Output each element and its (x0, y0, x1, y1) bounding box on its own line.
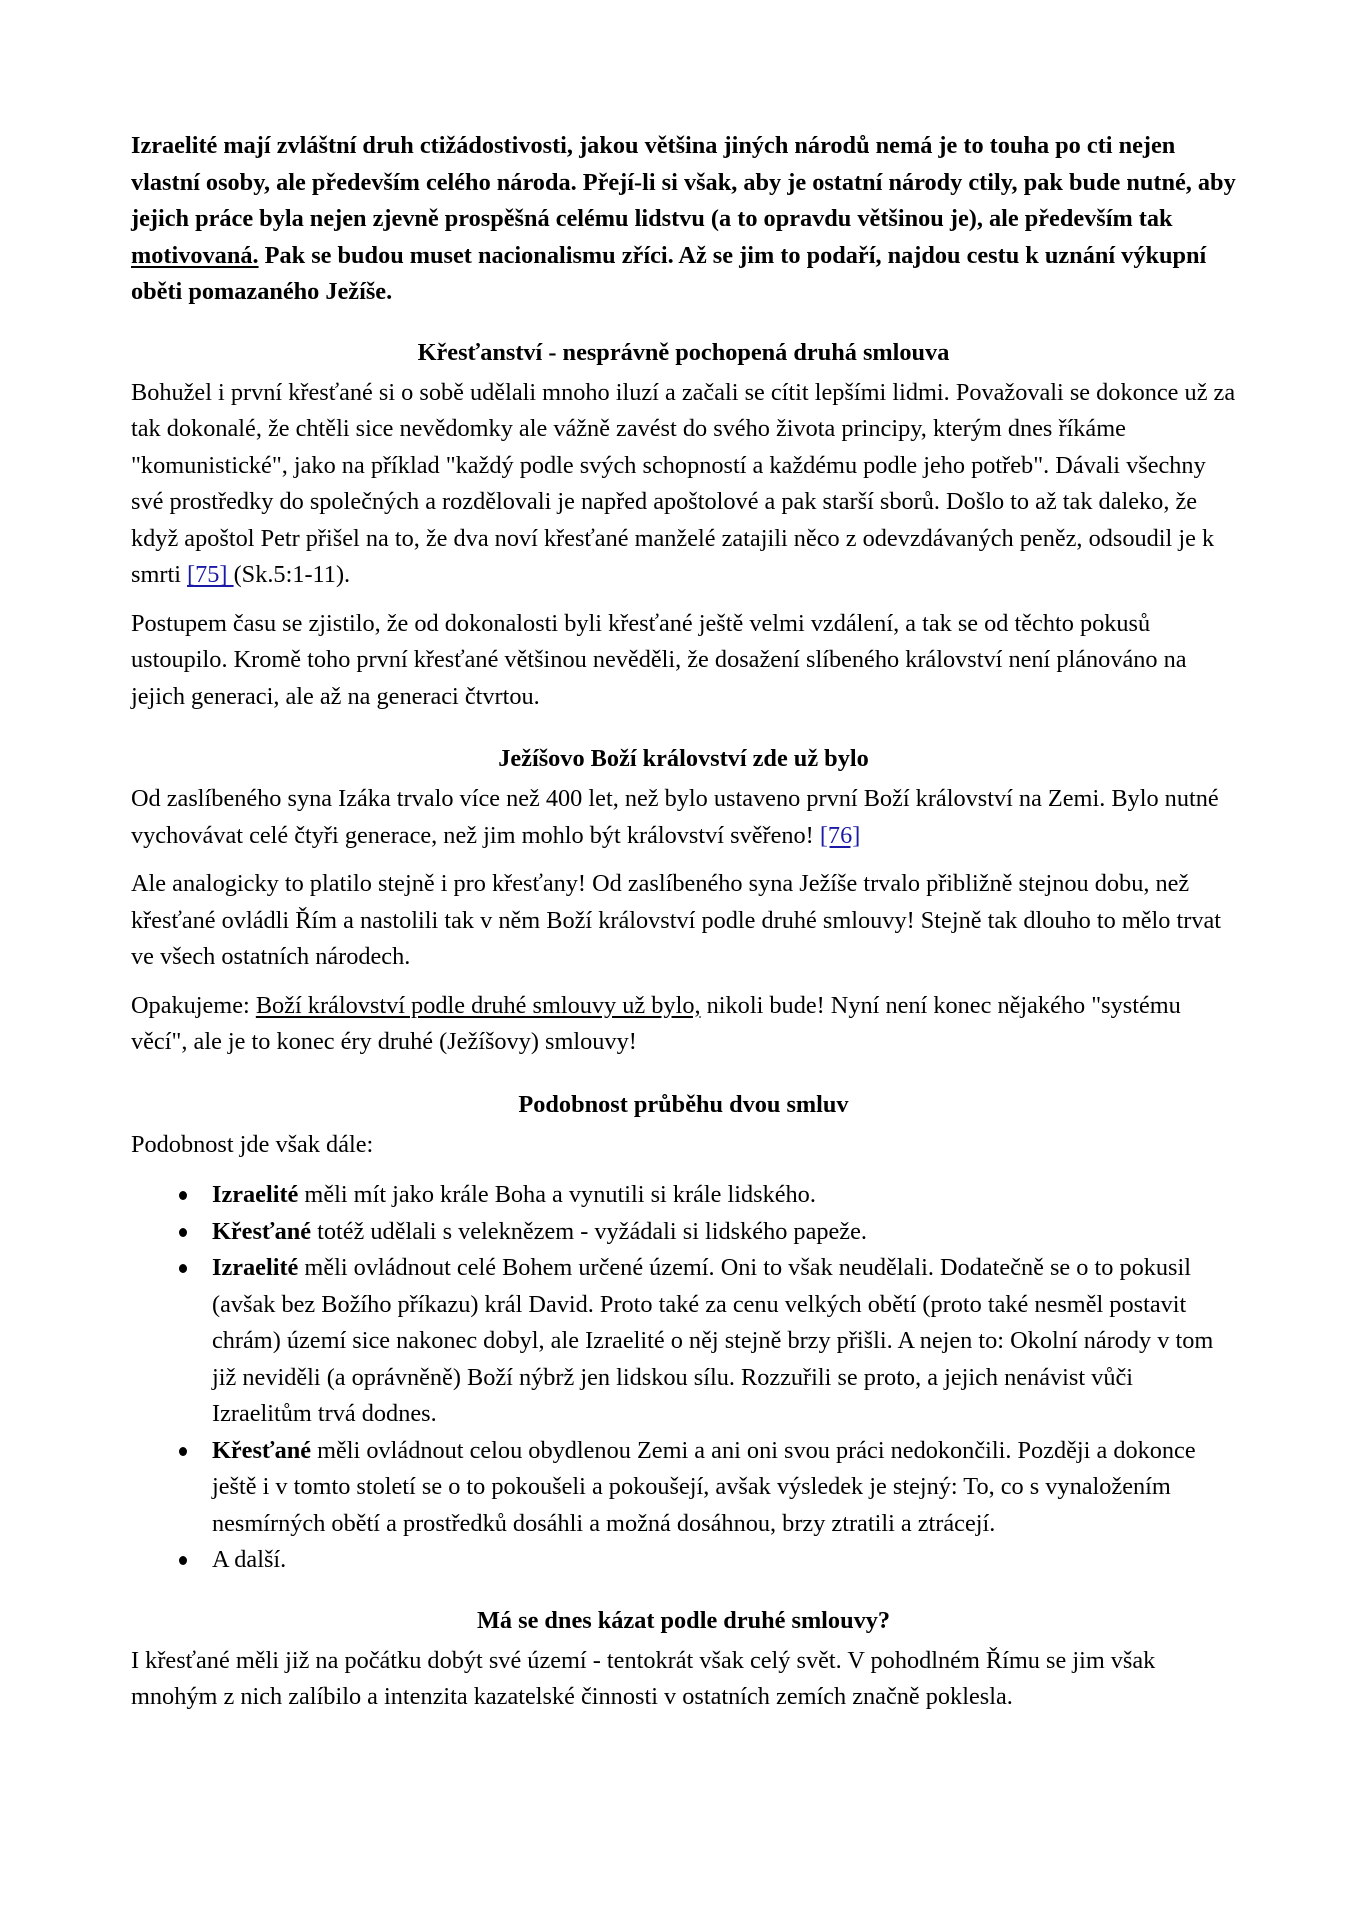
list-item: A další. (212, 1542, 1236, 1579)
list-item: Křesťané měli ovládnout celou obydlenou Zemi a ani oni svou práci nedokončili. Později a dokonce ještě i v tomto století se o to pokoušeli a pokoušejí, avšak výsledek je stejný: To, co s vynaložením nesmírných obětí a prostředků dosáhli a možná dosáhnou, brzy ztratili a ztrácejí. (212, 1433, 1236, 1543)
section-heading-jezisovo: Ježíšovo Boží království zde už bylo (498, 745, 869, 772)
paragraph: Opakujeme: Boží království podle druhé smlouvy už bylo, nikoli bude! Nyní není konec nějakého "systému věcí", ale je to konec éry druhé (Ježíšovy) smlouvy! (131, 991, 1181, 1055)
list-item: Křesťané totéž udělali s veleknězem - vyžádali si lidského papeže. (212, 1214, 1236, 1251)
paragraph: Od zaslíbeného syna Izáka trvalo více než 400 let, než bylo ustaveno první Boží království na Zemi. Bylo nutné vychovávat celé čtyři generace, než jim mohlo být království svěřeno! [76] (131, 785, 1219, 849)
footnote-link-76[interactable]: [76] (819, 821, 861, 849)
paragraph: Podobnost jde však dále: (131, 1130, 374, 1158)
footnote-link-75[interactable]: [75] (187, 561, 234, 588)
paragraph: I křesťané měli již na počátku dobýt své území - tentokrát však celý svět. V pohodlném Římu se jim však mnohým z nich zalíbilo a intenzita kazatelské činnosti v ostatních zemích značně poklesla. (131, 1646, 1156, 1710)
underlined-motivovana: motivovaná. (131, 241, 259, 269)
paragraph: Postupem času se zjistilo, že od dokonalosti byli křesťané ještě velmi vzdálení, a tak se od těchto pokusů ustoupilo. Kromě toho první křesťané většinou nevěděli, že dosažení slíbeného království není plánováno na jejich generaci, ale až na generaci čtvrtou. (131, 609, 1187, 710)
list-item: Izraelité měli ovládnout celé Bohem určené území. Oni to však neudělali. Dodatečně se o to pokusil (avšak bez Božího příkazu) král David. Proto také za cenu velkých obětí (proto také nesměl postavit chrám) území sice nakonec dobyl, ale Izraelité o něj stejně brzy přišli. A nejen to: Okolní národy v tom již neviděli (a oprávněně) Boží nýbrž jen lidskou sílu. Rozzuřili se proto, a jejich nenávist vůči Izraelitům trvá dodnes. (212, 1250, 1236, 1433)
section-heading-krestanstvi: Křesťanství - nesprávně pochopená druhá smlouva (417, 338, 950, 366)
paragraph: Bohužel i první křesťané si o sobě udělali mnoho iluzí a začali se cítit lepšími lidmi. Považovali se dokonce už za tak dokonalé, že chtěli sice nevědomky ale vážně zavést do svého života principy, kterým dnes říkáme "komunistické", jako na příklad "každý podle svých schopností a každému podle jeho potřeb". Dávali všechny své prostředky do společných a rozdělovali je napřed apoštolové a pak starší sborů. Došlo to až tak daleko, že když apoštol Petr přišel na to, že dva noví křesťané manželé zatajili něco z odevzdávaných peněz, odsoudil je k smrti [75] (Sk.5:1-11). (131, 378, 1236, 588)
paragraph: Ale analogicky to platilo stejně i pro křesťany! Od zaslíbeného syna Ježíše trvalo přibližně stejnou dobu, než křesťané ovládli Řím a nastolili tak v něm Boží království podle druhé smlouvy! Stejně tak dlouho to mělo trvat ve všech ostatních národech. (131, 870, 1222, 970)
underlined-phrase: Boží království podle druhé smlouvy už bylo, (255, 991, 701, 1019)
document-page (131, 128, 1236, 1728)
list-item: Izraelité měli mít jako krále Boha a vynutili si krále lidského. (212, 1177, 1236, 1214)
bullet-list (131, 1177, 1236, 1579)
intro-paragraph: Izraelité mají zvláštní druh ctižádostivosti, jakou většina jiných národů nemá je to touha po cti nejen vlastní osoby, ale především celého národa. Přejí-li si však, aby je ostatní národy ctily, pak bude nutné, aby jejich práce byla nejen zjevně prospěšná celému lidstvu (a to opravdu většinou je), ale především tak motivovaná. Pak se budou muset nacionalismu zříci. Až se jim to podaří, najdou cestu k uznání výkupní oběti pomazaného Ježíše. (131, 132, 1236, 305)
section-heading-podobnost: Podobnost průběhu dvou smluv (518, 1090, 849, 1118)
section-heading-ma-se-dnes: Má se dnes kázat podle druhé smlouvy? (476, 1606, 891, 1634)
